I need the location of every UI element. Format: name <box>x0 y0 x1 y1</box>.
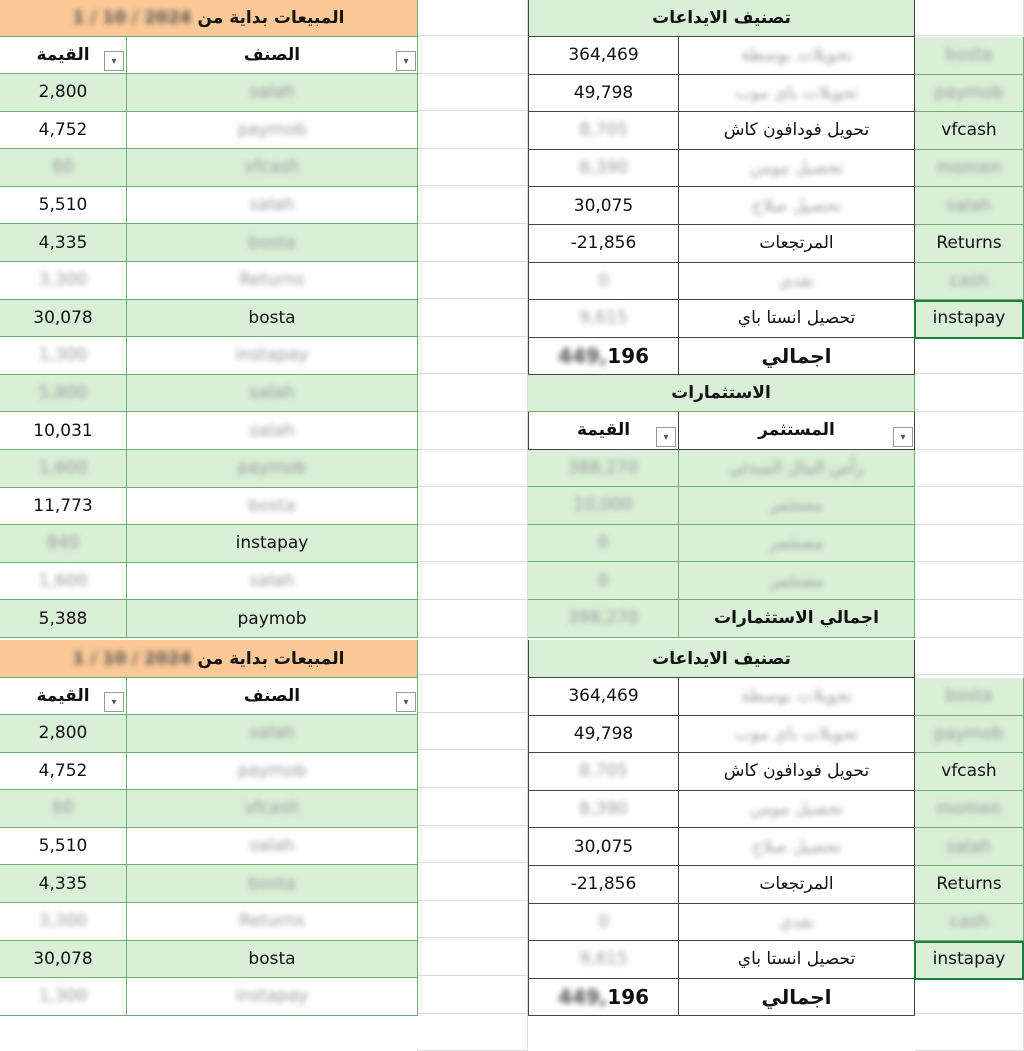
deposit-code-cell[interactable] <box>915 187 1024 225</box>
deposit-value-cell-text: -21,856 <box>570 233 637 254</box>
empty-cell[interactable] <box>417 825 528 863</box>
sales-col-value-header-text: القيمة <box>36 686 90 706</box>
empty-cell[interactable] <box>417 1013 528 1051</box>
deposit-code-cell[interactable] <box>915 263 1024 301</box>
empty-cell[interactable] <box>417 261 528 299</box>
sales-value-cell[interactable] <box>0 412 127 450</box>
deposit-value-cell[interactable] <box>528 866 679 904</box>
investment-label-cell-text: مستثمر <box>769 570 824 591</box>
investments-total-value <box>528 600 679 638</box>
sales-value-cell-text: 4,752 <box>38 119 88 140</box>
deposit-label-cell-text: تحويلات بوسطة <box>740 45 853 66</box>
sales-category-cell[interactable] <box>127 790 418 828</box>
sales-value-cell-text: 4,752 <box>38 760 88 781</box>
dropdown-arrow-icon[interactable]: ▾ <box>893 427 913 447</box>
sales-category-cell-text: bosta <box>248 948 296 969</box>
empty-cell[interactable] <box>417 637 528 675</box>
sales-category-cell-text: paymob <box>237 458 307 479</box>
sales-title <box>0 640 418 678</box>
investments-col-value-header-text: القيمة <box>576 420 631 441</box>
deposit-value-cell-text: 8,705 <box>579 761 628 782</box>
investment-label-cell-text: رأس المال المبدئي <box>729 457 864 478</box>
empty-cell[interactable] <box>417 336 528 374</box>
sales-value-cell-text: 60 <box>52 798 74 819</box>
sales-value-cell[interactable] <box>0 978 127 1016</box>
sales-category-cell[interactable] <box>127 149 418 187</box>
deposit-value-cell-text: 364,469 <box>568 686 639 707</box>
deposit-label-cell[interactable] <box>679 678 915 716</box>
sales-title-date: 1 / 10 / 2024 <box>72 648 192 669</box>
deposit-label-cell-text: المرتجعات <box>759 874 834 895</box>
deposit-label-cell[interactable] <box>679 866 915 904</box>
deposit-code-cell[interactable] <box>915 678 1024 716</box>
sales-value-cell-text: 4,335 <box>38 232 88 253</box>
sales-value-cell[interactable] <box>0 753 127 791</box>
sales-category-cell[interactable] <box>127 525 418 563</box>
empty-cell[interactable] <box>417 976 528 1014</box>
empty-cell[interactable] <box>915 449 1024 487</box>
sales-category-cell-text: salah <box>249 82 295 103</box>
investments-title <box>528 375 915 412</box>
deposit-label-cell-text: تحصيل انستا باي <box>737 308 856 329</box>
deposits-total-label-text: اجمالي <box>761 985 832 1010</box>
sales-category-cell[interactable] <box>127 828 418 866</box>
sales-value-cell[interactable] <box>0 903 127 941</box>
sales-category-cell-text: instapay <box>235 986 309 1007</box>
sales-value-cell-text: 30,078 <box>33 948 93 969</box>
sales-col-category-header[interactable] <box>127 37 418 74</box>
empty-cell[interactable] <box>417 299 528 337</box>
sales-value-cell-text: 60 <box>52 157 74 178</box>
sales-value-cell-text: 1,300 <box>38 345 88 366</box>
deposit-code-cell[interactable] <box>915 225 1024 263</box>
empty-cell[interactable] <box>417 863 528 901</box>
sales-value-cell-text: 5,510 <box>38 836 88 857</box>
sales-value-cell[interactable] <box>0 112 127 150</box>
empty-cell[interactable] <box>417 788 528 826</box>
empty-cell[interactable] <box>915 600 1024 638</box>
investment-label-cell[interactable] <box>679 562 915 600</box>
sales-title-date: 1 / 10 / 2024 <box>72 7 192 28</box>
deposit-label-cell-text: تحويلات باي موب <box>734 82 859 103</box>
deposit-value-cell[interactable] <box>528 300 679 338</box>
deposits-total-hidden: 449, <box>557 344 608 369</box>
sales-col-category-header[interactable] <box>127 678 418 715</box>
empty-cell[interactable] <box>417 900 528 938</box>
sales-value-cell[interactable] <box>0 828 127 866</box>
dropdown-arrow-icon[interactable]: ▾ <box>656 427 676 447</box>
sales-value-cell-text: 11,773 <box>33 495 93 516</box>
investment-value-cell-text: 10,000 <box>573 495 633 516</box>
sales-category-cell-text: salah <box>249 571 295 592</box>
sales-category-cell[interactable] <box>127 450 418 488</box>
deposit-value-cell[interactable] <box>528 225 679 263</box>
dropdown-arrow-icon[interactable]: ▾ <box>396 51 416 71</box>
sales-category-cell[interactable] <box>127 865 418 903</box>
sales-value-cell[interactable] <box>0 525 127 563</box>
dropdown-arrow-icon[interactable]: ▾ <box>104 51 124 71</box>
sales-value-cell[interactable] <box>0 941 127 979</box>
deposit-label-cell-text: نقدي <box>778 270 815 291</box>
empty-cell[interactable] <box>915 374 1024 412</box>
deposit-value-cell-text: 8,390 <box>579 799 628 820</box>
sales-value-cell[interactable] <box>0 149 127 187</box>
empty-cell[interactable] <box>417 412 528 450</box>
deposit-code-cell-text: momen <box>936 158 1002 179</box>
deposit-value-cell-text: 49,798 <box>573 82 634 103</box>
deposit-value-cell-text: -21,856 <box>570 874 637 895</box>
deposit-code-cell[interactable] <box>915 828 1024 866</box>
deposit-label-cell[interactable] <box>679 791 915 829</box>
sales-category-cell-text: vfcash <box>244 157 300 178</box>
sales-category-cell[interactable] <box>127 74 418 112</box>
sales-value-cell[interactable] <box>0 224 127 262</box>
deposit-code-cell-text: cash <box>949 911 989 932</box>
investment-value-cell[interactable] <box>528 450 679 488</box>
deposit-code-cell-text: cash <box>949 270 989 291</box>
sales-title-text: المبيعات بداية من <box>197 648 345 669</box>
deposit-code-cell[interactable] <box>915 37 1024 75</box>
deposit-value-cell-text: 49,798 <box>573 723 634 744</box>
deposit-code-cell-text: instapay <box>932 949 1006 970</box>
deposit-value-cell[interactable] <box>528 828 679 866</box>
sales-category-cell-text: instapay <box>235 345 309 366</box>
sales-col-category-header-text: الصنف <box>243 686 301 706</box>
empty-cell[interactable] <box>417 524 528 562</box>
empty-cell[interactable] <box>417 562 528 600</box>
sales-category-cell[interactable] <box>127 300 418 338</box>
sales-category-cell-text: paymob <box>237 760 307 781</box>
deposit-value-cell-text: 9,615 <box>579 949 628 970</box>
deposit-value-cell[interactable] <box>528 791 679 829</box>
sales-category-cell[interactable] <box>127 753 418 791</box>
sales-category-cell-text: paymob <box>237 119 307 140</box>
deposit-value-cell-text: 30,075 <box>573 195 634 216</box>
deposit-label-cell-text: المرتجعات <box>759 233 834 254</box>
sales-category-cell[interactable] <box>127 488 418 526</box>
deposits-total-value <box>528 979 679 1017</box>
empty-cell[interactable] <box>915 336 1024 374</box>
deposit-label-cell-text: تحويل فودافون كاش <box>723 761 870 782</box>
sales-value-cell[interactable] <box>0 337 127 375</box>
investments-col-investor-header-text: المستثمر <box>758 420 835 441</box>
deposit-code-cell-text: bosta <box>945 45 993 66</box>
empty-cell[interactable] <box>915 976 1024 1014</box>
sales-value-cell[interactable] <box>0 74 127 112</box>
deposit-label-cell[interactable] <box>679 112 915 150</box>
deposit-code-cell-text: paymob <box>934 723 1004 744</box>
sales-value-cell-text: 4,335 <box>38 873 88 894</box>
sales-category-cell-text: salah <box>249 195 295 216</box>
deposit-code-cell-text: salah <box>946 836 992 857</box>
empty-cell[interactable] <box>417 186 528 224</box>
empty-cell[interactable] <box>417 938 528 976</box>
deposit-code-cell[interactable] <box>915 753 1024 791</box>
deposit-label-cell[interactable] <box>679 75 915 113</box>
deposit-value-cell[interactable] <box>528 37 679 75</box>
sales-category-cell[interactable] <box>127 187 418 225</box>
deposit-code-cell-text: momen <box>936 799 1002 820</box>
deposit-code-cell[interactable] <box>915 150 1024 188</box>
sales-value-cell[interactable] <box>0 262 127 300</box>
empty-cell[interactable] <box>417 374 528 412</box>
deposits-title-text: تصنيف الايداعات <box>652 7 791 28</box>
sales-category-cell-text: bosta <box>248 873 296 894</box>
investment-label-cell[interactable] <box>679 450 915 488</box>
empty-cell[interactable] <box>417 487 528 525</box>
sales-category-cell-text: bosta <box>248 495 296 516</box>
sales-category-cell-text: paymob <box>237 608 307 629</box>
empty-cell[interactable] <box>915 487 1024 525</box>
sales-category-cell-text: instapay <box>235 533 309 554</box>
empty-cell[interactable] <box>417 0 528 36</box>
deposit-code-cell-text: Returns <box>936 874 1002 895</box>
sales-value-cell[interactable] <box>0 790 127 828</box>
deposit-label-cell-text: تحويلات بوسطة <box>740 686 853 707</box>
deposit-code-cell-text: vfcash <box>941 761 997 782</box>
sales-category-cell-text: salah <box>249 420 295 441</box>
sales-value-cell[interactable] <box>0 563 127 601</box>
deposit-code-cell[interactable] <box>915 904 1024 942</box>
deposit-code-cell[interactable] <box>915 866 1024 904</box>
sales-category-cell[interactable] <box>127 563 418 601</box>
sales-title <box>0 0 418 37</box>
sales-value-cell-text: 1,300 <box>38 986 88 1007</box>
sales-col-category-header-text: الصنف <box>243 45 301 65</box>
deposit-label-cell-text: تحويل فودافون كاش <box>723 120 870 141</box>
deposit-value-cell[interactable] <box>528 75 679 113</box>
investment-label-cell[interactable] <box>679 525 915 563</box>
sales-value-cell[interactable] <box>0 865 127 903</box>
deposit-value-cell-text: 8,390 <box>579 158 628 179</box>
empty-cell[interactable] <box>915 562 1024 600</box>
deposit-label-cell[interactable] <box>679 225 915 263</box>
sales-value-cell-text: 1,600 <box>38 458 88 479</box>
investments-total-label <box>679 600 915 638</box>
deposit-code-cell-text: salah <box>946 195 992 216</box>
sales-value-cell-text: 10,031 <box>33 420 93 441</box>
investment-label-cell-text: مستثمر <box>769 495 824 516</box>
sales-category-cell-text: Returns <box>239 911 305 932</box>
sales-value-cell-text: 3,300 <box>38 270 88 291</box>
deposit-code-cell-text: vfcash <box>941 120 997 141</box>
empty-cell[interactable] <box>915 412 1024 450</box>
deposit-value-cell-text: 8,705 <box>579 120 628 141</box>
investments-col-investor-header[interactable] <box>679 412 915 450</box>
sales-value-cell-text: 3,300 <box>38 911 88 932</box>
sales-value-cell-text: 1,600 <box>38 571 88 592</box>
deposit-value-cell[interactable] <box>528 904 679 942</box>
investment-label-cell-text: مستثمر <box>769 533 824 554</box>
deposit-label-cell-text: نقدي <box>778 911 815 932</box>
deposits-total-label <box>679 979 915 1017</box>
sales-category-cell[interactable] <box>127 978 418 1016</box>
empty-cell[interactable] <box>915 0 1024 36</box>
sales-value-cell[interactable] <box>0 488 127 526</box>
investment-value-cell-text: 0 <box>597 570 609 591</box>
investments-title-text: الاستثمارات <box>671 383 771 403</box>
sales-title-text: المبيعات بداية من <box>197 7 345 28</box>
investment-value-cell[interactable] <box>528 487 679 525</box>
deposit-code-cell-text: instapay <box>932 308 1006 329</box>
investments-total-label-text: اجمالي الاستثمارات <box>714 608 879 629</box>
sales-value-cell-text: 2,800 <box>38 82 88 103</box>
sales-category-cell[interactable] <box>127 715 418 753</box>
sales-value-cell[interactable] <box>0 600 127 638</box>
empty-cell[interactable] <box>417 73 528 111</box>
empty-cell[interactable] <box>417 750 528 788</box>
deposit-value-cell-text: 0 <box>598 270 609 291</box>
sales-category-cell[interactable] <box>127 375 418 413</box>
deposit-label-cell[interactable] <box>679 300 915 338</box>
deposits-total-hidden: 449, <box>557 985 608 1010</box>
deposits-total-label-text: اجمالي <box>761 344 832 369</box>
deposit-label-cell[interactable] <box>679 263 915 301</box>
deposit-value-cell[interactable] <box>528 753 679 791</box>
investment-label-cell[interactable] <box>679 487 915 525</box>
sales-value-cell-text: 5,388 <box>38 608 88 629</box>
sales-value-cell[interactable] <box>0 715 127 753</box>
deposit-value-cell[interactable] <box>528 678 679 716</box>
sales-category-cell-text: Returns <box>239 270 305 291</box>
sales-value-cell-text: 5,510 <box>38 195 88 216</box>
deposit-value-cell[interactable] <box>528 716 679 754</box>
dropdown-arrow-icon[interactable]: ▾ <box>104 692 124 712</box>
sales-value-cell-text: 840 <box>46 533 80 554</box>
deposit-label-cell-text: تحويلات باي موب <box>734 723 859 744</box>
deposit-label-cell-text: تحصيل مومن <box>749 158 844 179</box>
deposit-label-cell-text: تحصيل صلاح <box>751 195 842 216</box>
deposit-value-cell[interactable] <box>528 263 679 301</box>
sales-col-value-header-text: القيمة <box>36 45 90 65</box>
deposit-label-cell-text: تحصيل مومن <box>749 799 844 820</box>
deposit-label-cell[interactable] <box>679 904 915 942</box>
deposits-title-text: تصنيف الايداعات <box>652 648 791 669</box>
deposit-label-cell-text: تحصيل صلاح <box>751 836 842 857</box>
investment-value-cell-text: 0 <box>597 533 609 554</box>
sales-value-cell[interactable] <box>0 450 127 488</box>
deposit-code-cell[interactable] <box>915 112 1024 150</box>
sales-category-cell-text: salah <box>249 723 295 744</box>
deposits-title <box>528 0 915 37</box>
deposit-value-cell[interactable] <box>528 150 679 188</box>
sales-value-cell[interactable] <box>0 187 127 225</box>
empty-cell[interactable] <box>417 712 528 750</box>
empty-cell[interactable] <box>915 524 1024 562</box>
deposit-value-cell-text: 30,075 <box>573 836 634 857</box>
deposits-total-value <box>528 338 679 376</box>
deposit-code-cell-text: bosta <box>945 686 993 707</box>
deposit-label-cell[interactable] <box>679 828 915 866</box>
deposit-code-cell[interactable] <box>915 716 1024 754</box>
sales-category-cell[interactable] <box>127 262 418 300</box>
sales-category-cell-text: bosta <box>248 232 296 253</box>
deposit-label-cell[interactable] <box>679 941 915 979</box>
sales-category-cell-text: salah <box>249 383 295 404</box>
sales-category-cell[interactable] <box>127 337 418 375</box>
deposit-code-cell[interactable] <box>915 791 1024 829</box>
sales-value-cell-text: 5,800 <box>38 383 88 404</box>
empty-cell[interactable] <box>915 637 1024 675</box>
investments-total-value-text: 398,270 <box>567 608 639 629</box>
sales-category-cell[interactable] <box>127 412 418 450</box>
deposits-total-label <box>679 338 915 376</box>
deposit-code-cell[interactable] <box>915 75 1024 113</box>
deposit-code-cell-text: Returns <box>936 233 1002 254</box>
empty-cell[interactable] <box>417 36 528 74</box>
deposit-value-cell[interactable] <box>528 941 679 979</box>
deposit-label-cell[interactable] <box>679 187 915 225</box>
deposit-label-cell[interactable] <box>679 716 915 754</box>
deposit-label-cell[interactable] <box>679 150 915 188</box>
sales-category-cell[interactable] <box>127 941 418 979</box>
sales-value-cell[interactable] <box>0 375 127 413</box>
dropdown-arrow-icon[interactable]: ▾ <box>396 692 416 712</box>
sales-category-cell[interactable] <box>127 224 418 262</box>
sales-category-cell-text: vfcash <box>244 798 300 819</box>
investment-value-cell-text: 388,270 <box>567 457 639 478</box>
sales-value-cell[interactable] <box>0 300 127 338</box>
sales-category-cell[interactable] <box>127 903 418 941</box>
sales-category-cell[interactable] <box>127 112 418 150</box>
sales-category-cell-text: salah <box>249 836 295 857</box>
sales-category-cell[interactable] <box>127 600 418 638</box>
empty-cell[interactable] <box>417 675 528 713</box>
deposit-code-cell-text: paymob <box>934 82 1004 103</box>
deposits-total-visible: 196 <box>607 344 650 369</box>
deposit-value-cell-text: 9,615 <box>579 308 628 329</box>
empty-cell[interactable] <box>417 111 528 149</box>
deposit-value-cell[interactable] <box>528 187 679 225</box>
deposits-total-visible: 196 <box>607 985 650 1010</box>
deposit-code-cell[interactable] <box>915 941 1024 979</box>
deposit-value-cell-text: 0 <box>598 911 609 932</box>
empty-cell[interactable] <box>417 600 528 638</box>
deposit-value-cell-text: 364,469 <box>568 45 639 66</box>
empty-cell[interactable] <box>417 148 528 186</box>
empty-cell[interactable] <box>417 224 528 262</box>
deposits-title <box>528 640 915 678</box>
deposit-value-cell[interactable] <box>528 112 679 150</box>
investment-value-cell[interactable] <box>528 525 679 563</box>
investment-value-cell[interactable] <box>528 562 679 600</box>
empty-cell[interactable] <box>915 1013 1024 1051</box>
sales-category-cell-text: bosta <box>248 307 296 328</box>
sales-value-cell-text: 30,078 <box>33 307 93 328</box>
deposit-code-cell[interactable] <box>915 300 1024 338</box>
deposit-label-cell[interactable] <box>679 37 915 75</box>
sales-value-cell-text: 2,800 <box>38 723 88 744</box>
deposit-label-cell[interactable] <box>679 753 915 791</box>
empty-cell[interactable] <box>417 449 528 487</box>
deposit-label-cell-text: تحصيل انستا باي <box>737 949 856 970</box>
